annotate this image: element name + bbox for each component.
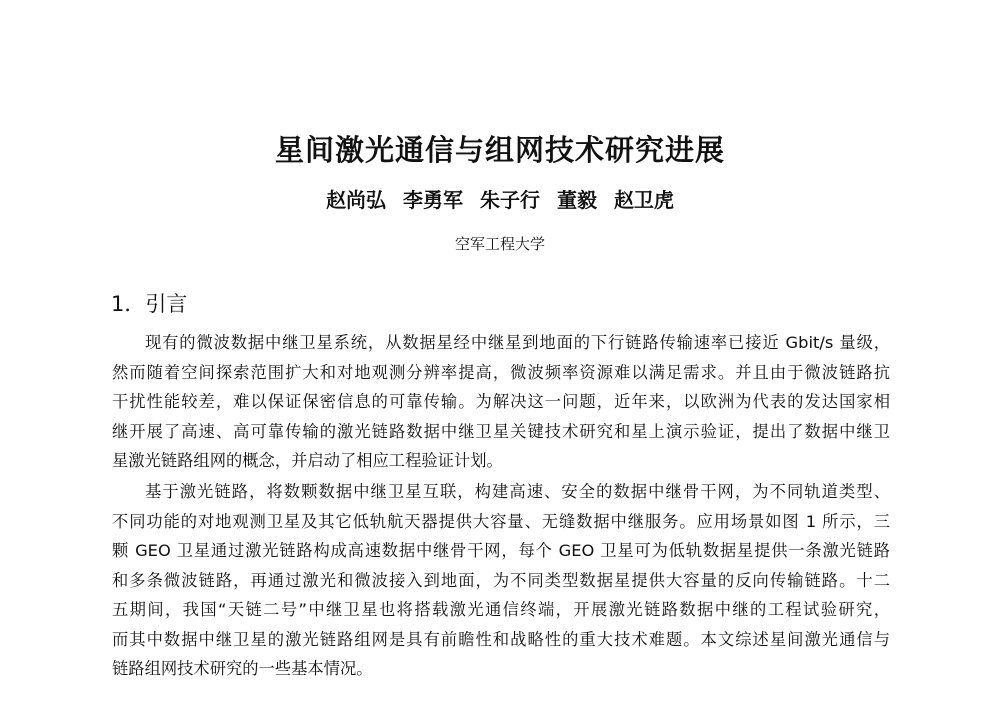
author: 董毅: [556, 188, 597, 212]
text-line: 继开展了高速、高可靠传输的激光链路数据中继卫星关键技术研究和星上演示验证，提出了数据中继卫: [112, 421, 890, 441]
text-line: 和多条微波链路，再通过激光和微波接入到地面，为不同类型数据星提供大容量的反向传输链路。十二: [112, 570, 890, 590]
author: 李勇军: [403, 188, 464, 212]
author: 朱子行: [480, 188, 540, 212]
text-line: 然而随着空间探索范围扩大和对地观测分辨率提高，微波频率资源难以满足需求。并且由于微波链路抗: [112, 362, 890, 382]
paragraph-1: [112, 328, 890, 476]
author-list: [0, 184, 1000, 213]
paragraph-2: [112, 477, 890, 684]
text-line: 基于激光链路，将数颗数据中继卫星互联，构建高速、安全的数据中继骨干网，为不同轨道类型、: [145, 482, 890, 501]
text-line: 不同功能的对地观测卫星及其它低轨航天器提供大容量、无缝数据中继服务。应用场景如图 1 所示，三: [112, 511, 890, 531]
text-line: 干扰性能较差，难以保证保密信息的可靠传输。为解决这一问题，近年来，以欧洲为代表的发达国家相: [112, 392, 890, 411]
affiliation: 空军工程大学: [454, 235, 545, 253]
text-line: 链路组网技术研究的一些基本情况。: [112, 659, 373, 678]
text-line: 现有的微波数据中继卫星系统，从数据星经中继星到地面的下行链路传输速率已接近 Gbit/s 量级，: [145, 333, 890, 352]
author: 赵尚弘: [326, 188, 387, 212]
section-heading: 1．引言: [111, 292, 188, 316]
text-line: 五期间，我国“天链二号”中继卫星也将搭载激光通信终端，开展激光链路数据中继的工程试验研究，: [112, 600, 890, 619]
text-line: 星激光链路组网的概念，并启动了相应工程验证计划。: [112, 451, 503, 470]
author: 赵卫虎: [613, 188, 674, 212]
text-line: 颗 GEO 卫星通过激光链路构成高速数据中继骨干网，每个 GEO 卫星可为低轨数据星提供一条激光链路: [112, 541, 890, 560]
text-line: 而其中数据中继卫星的激光链路组网是具有前瞻性和战略性的重大技术难题。本文综述星间激光通信与: [112, 629, 890, 649]
paper-title: 星间激光通信与组网技术研究进展: [274, 133, 725, 167]
